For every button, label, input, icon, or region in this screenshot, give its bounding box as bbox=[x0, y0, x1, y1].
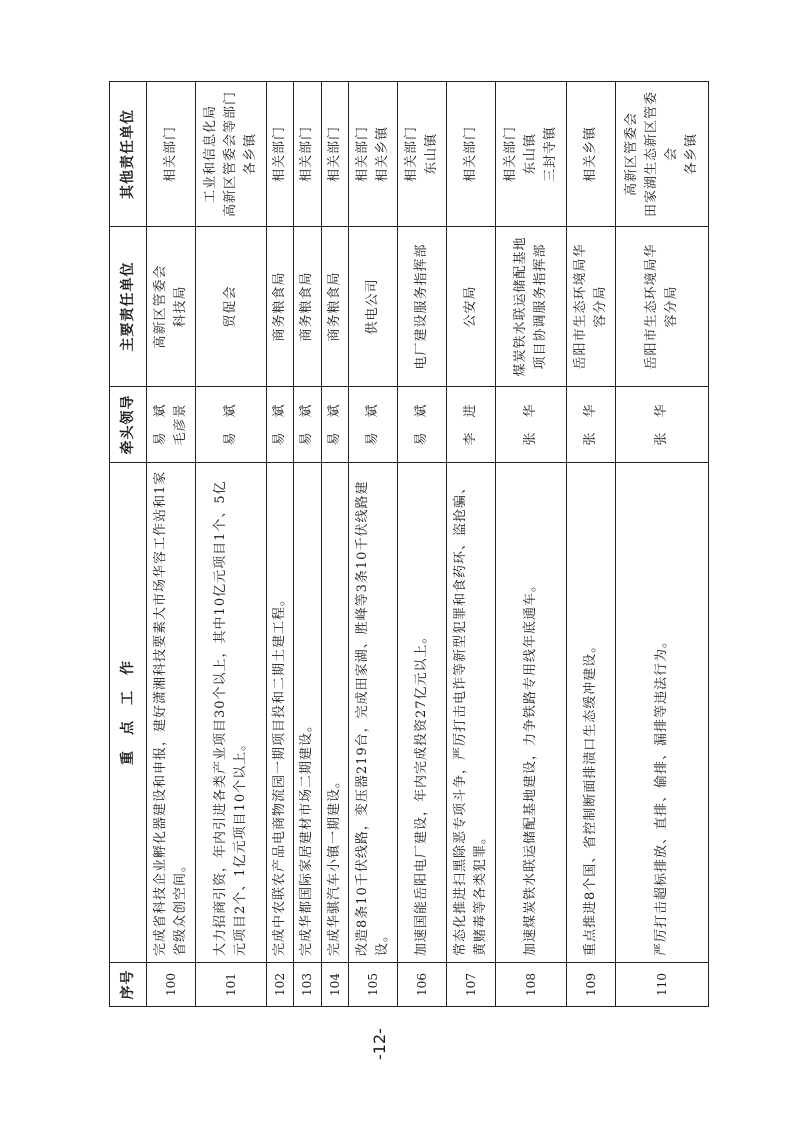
main-responsible-unit-line: 岳阳市生态环境局华 bbox=[644, 243, 660, 370]
lead-leader-line: 易 斌 bbox=[223, 403, 239, 446]
main-responsible-unit bbox=[567, 227, 616, 387]
other-responsible-unit-line: 相关部门 bbox=[163, 126, 179, 183]
work-description: 重点推进8个国、省控制断面排渍口生态缓冲建设。 bbox=[567, 463, 616, 963]
main-responsible-unit-line: 电厂建设服务指挥部 bbox=[414, 243, 429, 370]
table-row bbox=[147, 82, 196, 1007]
lead-leader-line: 易 斌 bbox=[364, 403, 380, 446]
other-responsible-unit bbox=[447, 82, 496, 227]
other-responsible-unit-line: 相关部门 bbox=[404, 126, 419, 183]
work-description: 严厉打击超标排放、直排、偷排、漏排等违法行为。 bbox=[616, 463, 709, 963]
rotated-table-frame bbox=[109, 82, 709, 1007]
table-row bbox=[567, 82, 616, 1007]
main-responsible-unit bbox=[196, 227, 267, 387]
main-responsible-unit bbox=[294, 227, 321, 387]
other-responsible-unit bbox=[496, 82, 567, 227]
other-responsible-unit bbox=[616, 82, 709, 227]
lead-leader-line: 易 斌 bbox=[153, 403, 169, 446]
main-responsible-unit-line: 科技局 bbox=[173, 285, 189, 328]
lead-leader-line: 李 进 bbox=[463, 403, 479, 446]
lead-leader bbox=[267, 387, 294, 463]
row-number: 109 bbox=[567, 963, 616, 1007]
table-body bbox=[147, 82, 709, 1007]
other-responsible-unit-line: 相关部门 bbox=[463, 126, 479, 183]
header-no: 序号 bbox=[110, 963, 147, 1007]
work-table bbox=[109, 81, 709, 1007]
lead-leader-line: 易 斌 bbox=[299, 403, 315, 446]
lead-leader bbox=[147, 387, 196, 463]
main-responsible-unit-line: 煤炭铁水联运储配基地 bbox=[513, 236, 529, 377]
lead-leader-line: 张 华 bbox=[583, 403, 599, 446]
work-description: 常态化推进扫黑除恶专项斗争，严厉打击电诈等新型犯罪和食药环、盗抢骗、黄赌毒等各类犯罪。 bbox=[447, 463, 496, 963]
other-responsible-unit-line: 相关部门 bbox=[503, 126, 519, 183]
table-header-row bbox=[110, 82, 147, 1007]
header-work: 重 点 工 作 bbox=[110, 463, 147, 963]
other-responsible-unit-line: 相关部门 bbox=[272, 126, 288, 183]
other-responsible-unit bbox=[397, 82, 446, 227]
row-number: 103 bbox=[294, 963, 321, 1007]
main-responsible-unit-line: 容分局 bbox=[593, 285, 609, 328]
other-responsible-unit-line: 东山镇 bbox=[523, 133, 539, 176]
lead-leader-line: 张 华 bbox=[654, 403, 670, 446]
main-responsible-unit-line: 容分局 bbox=[664, 285, 680, 328]
lead-leader bbox=[447, 387, 496, 463]
table-row bbox=[616, 82, 709, 1007]
table-row bbox=[321, 82, 348, 1007]
table-row bbox=[294, 82, 321, 1007]
main-responsible-unit-line: 贸促会 bbox=[223, 285, 239, 328]
other-responsible-unit bbox=[267, 82, 294, 227]
other-responsible-unit-line: 高新区管委会 bbox=[624, 112, 640, 197]
other-responsible-unit-line: 相关乡镇 bbox=[583, 126, 599, 183]
header-other: 其他责任单位 bbox=[110, 82, 147, 227]
row-number: 105 bbox=[348, 963, 397, 1007]
row-number: 102 bbox=[267, 963, 294, 1007]
page-number: -12- bbox=[370, 1028, 389, 1060]
main-responsible-unit-line: 项目协调服务指挥部 bbox=[533, 243, 549, 370]
work-description: 加速国能岳阳电厂建设，年内完成投资27亿元以上。 bbox=[397, 463, 446, 963]
main-responsible-unit bbox=[348, 227, 397, 387]
row-number: 107 bbox=[447, 963, 496, 1007]
main-responsible-unit-line: 岳阳市生态环境局华 bbox=[573, 243, 589, 370]
header-lead: 牵头领导 bbox=[110, 387, 147, 463]
other-responsible-unit-line: 相关部门 bbox=[354, 126, 370, 183]
other-responsible-unit bbox=[567, 82, 616, 227]
work-description: 加速煤炭铁水联运储配基地建设，力争铁路专用线年底通车。 bbox=[496, 463, 567, 963]
row-number: 100 bbox=[147, 963, 196, 1007]
lead-leader bbox=[496, 387, 567, 463]
other-responsible-unit bbox=[348, 82, 397, 227]
table-row bbox=[397, 82, 446, 1007]
work-description: 大力招商引资，年内引进各类产业项目30个以上，其中10亿元项目1个、5亿元项目2个、1亿元项目10个以上。 bbox=[196, 463, 267, 963]
other-responsible-unit-line: 高新区管委会等部门 bbox=[223, 91, 239, 218]
main-responsible-unit bbox=[496, 227, 567, 387]
main-responsible-unit bbox=[397, 227, 446, 387]
row-number: 101 bbox=[196, 963, 267, 1007]
lead-leader bbox=[397, 387, 446, 463]
lead-leader bbox=[294, 387, 321, 463]
row-number: 110 bbox=[616, 963, 709, 1007]
table-row bbox=[447, 82, 496, 1007]
other-responsible-unit-line: 工业和信息化局 bbox=[203, 105, 219, 204]
other-responsible-unit-line: 各乡镇 bbox=[684, 133, 700, 176]
lead-leader bbox=[196, 387, 267, 463]
row-number: 106 bbox=[397, 963, 446, 1007]
table-landscape bbox=[109, 82, 709, 1007]
lead-leader bbox=[567, 387, 616, 463]
work-description: 完成华骐汽车小镇一期建设。 bbox=[321, 463, 348, 963]
other-responsible-unit-line: 相关部门 bbox=[299, 126, 315, 183]
main-responsible-unit-line: 供电公司 bbox=[364, 278, 380, 335]
main-responsible-unit-line: 公安局 bbox=[463, 285, 479, 328]
other-responsible-unit-line: 东山镇 bbox=[424, 133, 439, 176]
work-description: 完成省科技企业孵化器建设和申报，建好潇湘科技要素大市场华容工作站和1家省级众创空间。 bbox=[147, 463, 196, 963]
other-responsible-unit bbox=[147, 82, 196, 227]
table-row bbox=[496, 82, 567, 1007]
lead-leader-line: 易 斌 bbox=[272, 403, 288, 446]
other-responsible-unit bbox=[196, 82, 267, 227]
main-responsible-unit bbox=[147, 227, 196, 387]
lead-leader-line: 张 华 bbox=[523, 403, 539, 446]
row-number: 104 bbox=[321, 963, 348, 1007]
lead-leader-line: 毛彦景 bbox=[173, 403, 189, 446]
other-responsible-unit bbox=[294, 82, 321, 227]
lead-leader bbox=[616, 387, 709, 463]
other-responsible-unit-line: 三封寺镇 bbox=[543, 126, 559, 183]
table-row bbox=[348, 82, 397, 1007]
work-description: 完成中农联农产品电商物流园一期项目投和二期土建工程。 bbox=[267, 463, 294, 963]
main-responsible-unit bbox=[447, 227, 496, 387]
other-responsible-unit-line: 相关部门 bbox=[326, 126, 342, 183]
header-main: 主要责任单位 bbox=[110, 227, 147, 387]
lead-leader-line: 易 斌 bbox=[326, 403, 342, 446]
other-responsible-unit-line: 相关乡镇 bbox=[374, 126, 390, 183]
main-responsible-unit-line: 商务粮食局 bbox=[299, 271, 315, 342]
main-responsible-unit bbox=[267, 227, 294, 387]
work-description: 改造8条10千伏线路，变压器219台，完成田家湖、胜峰等3条10千伏线路建设。 bbox=[348, 463, 397, 963]
main-responsible-unit bbox=[321, 227, 348, 387]
table-row bbox=[196, 82, 267, 1007]
lead-leader bbox=[348, 387, 397, 463]
other-responsible-unit bbox=[321, 82, 348, 227]
main-responsible-unit bbox=[616, 227, 709, 387]
lead-leader bbox=[321, 387, 348, 463]
table-row bbox=[267, 82, 294, 1007]
row-number: 108 bbox=[496, 963, 567, 1007]
main-responsible-unit-line: 高新区管委会 bbox=[153, 264, 169, 349]
work-description: 完成华都国际家居建材市场二期建设。 bbox=[294, 463, 321, 963]
main-responsible-unit-line: 商务粮食局 bbox=[326, 271, 342, 342]
other-responsible-unit-line: 田家湖生态新区管委会 bbox=[644, 91, 680, 218]
lead-leader-line: 易 斌 bbox=[414, 403, 429, 446]
main-responsible-unit-line: 商务粮食局 bbox=[272, 271, 288, 342]
other-responsible-unit-line: 各乡镇 bbox=[243, 133, 259, 176]
